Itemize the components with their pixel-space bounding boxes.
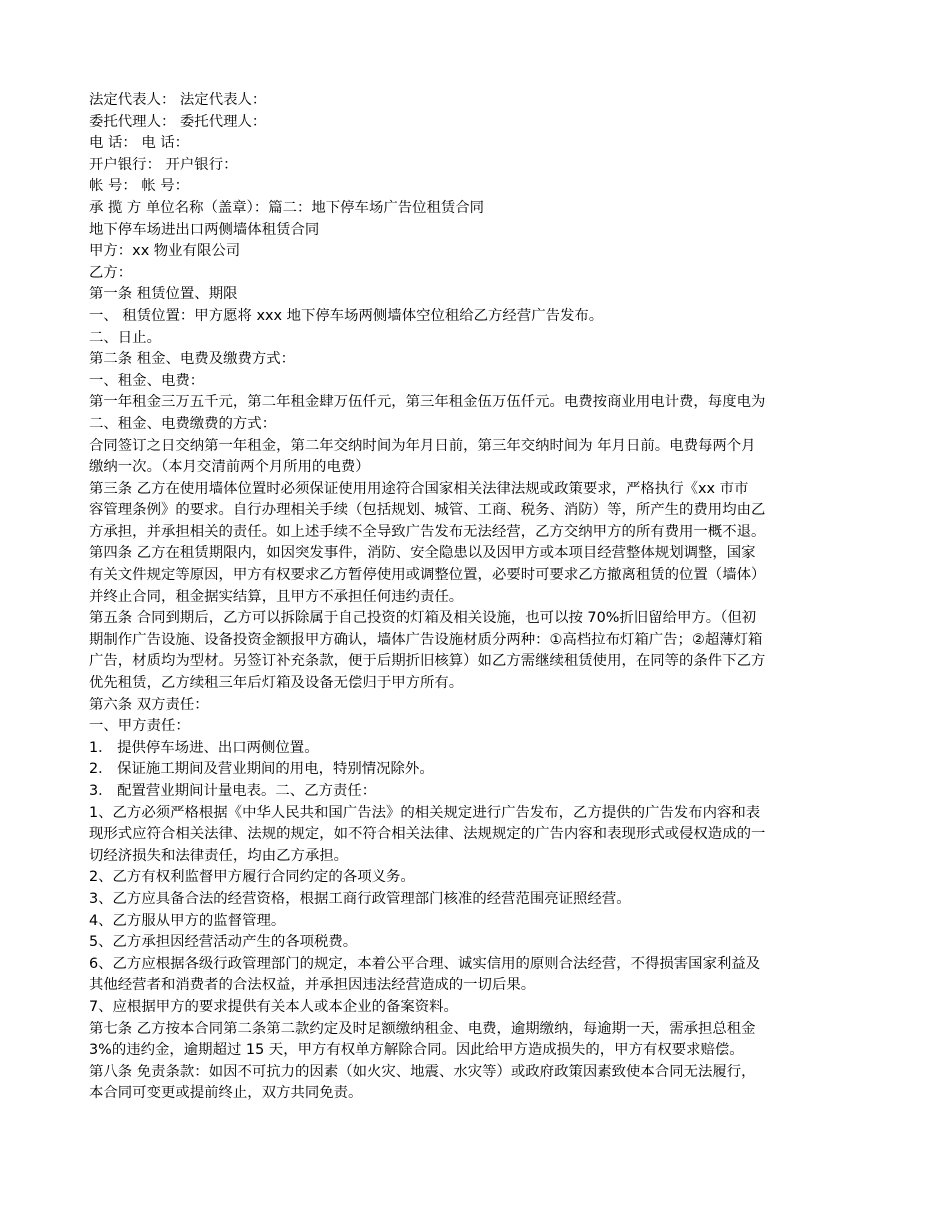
text-line: 电 话： 电 话： (89, 135, 190, 152)
text-line: 第四条 乙方在租赁期限内，如因突发事件，消防、安全隐患以及因甲方或本项目经营整体规划调整，国家 (89, 545, 756, 562)
text-line: 一、租金、电费： (89, 372, 205, 389)
text-line: 委托代理人： 委托代理人： (89, 113, 267, 130)
text-line: 2、乙方有权利监督甲方履行合同约定的各项义务。 (89, 869, 415, 886)
text-line: 并终止合同，租金据实结算，且甲方不承担任何违约责任。 (89, 588, 464, 605)
text-line: 地下停车场进出口两侧墙体租赁合同 (89, 221, 320, 238)
text-line: 第一年租金三万五千元，第二年租金肆万伍仟元，第三年租金伍万伍仟元。电费按商业用电计费，每度电为 (89, 394, 766, 411)
text-line: 法定代表人： 法定代表人： (89, 92, 267, 108)
text-line: 第六条 双方责任： (89, 696, 209, 713)
text-line: 甲方：xx 物业有限公司 (89, 243, 241, 260)
text-line: 二、租金、电费缴费的方式： (89, 415, 277, 432)
text-line: 有关文件规定等原因，甲方有权要求乙方暂停使用或调整位置，必要时可要求乙方撤离租赁的位置（墙体） (89, 567, 766, 584)
text-line: 缴纳一次。（本月交清前两个月所用的电费） (89, 459, 370, 476)
text-line: 优先租赁，乙方续租三年后灯箱及设备无偿归于甲方所有。 (89, 675, 464, 692)
text-line: 2． 保证施工期间及营业期间的用电，特别情况除外。 (89, 761, 434, 778)
text-line: 第二条 租金、电费及缴费方式： (89, 351, 296, 368)
text-line: 方承担，并承担相关的责任。如上述手续不全导致广告发布无法经营，乙方交纳甲方的所有费用一概不退。 (89, 523, 766, 540)
text-line: 3%的违约金，逾期超过 15 天，甲方有权单方解除合同。因此给甲方造成损失的，甲方有权要求赔偿。 (89, 1042, 744, 1059)
text-line: 乙方： (89, 264, 133, 281)
text-line: 1、乙方必须严格根据《中华人民共和国广告法》的相关规定进行广告发布，乙方提供的广告发布内容和表 (89, 804, 761, 821)
text-line: 第一条 租赁位置、期限 (89, 286, 238, 303)
contract-text (89, 90, 865, 1105)
text-line: 1． 提供停车场进、出口两侧位置。 (89, 739, 319, 756)
text-line: 合同签订之日交纳第一年租金，第二年交纳时间为年月日前，第三年交纳时间为 年月日前。电费每两个月 (89, 437, 756, 454)
text-line: 一、甲方责任： (89, 718, 190, 735)
text-line: 4、乙方服从甲方的监督管理。 (89, 912, 286, 929)
text-line: 帐 号： 帐 号： (89, 178, 190, 195)
text-line: 第八条 免责条款：如因不可抗力的因素（如火灾、地震、水灾等）或政府政策因素致使本合同无法履行， (89, 1063, 756, 1080)
text-line: 承 揽 方 单位名称（盖章）：篇二：地下停车场广告位租赁合同 (89, 199, 485, 216)
text-line: 现形式应符合相关法律、法规的规定，如不符合相关法律、法规规定的广告内容和表现形式或侵权造成的一 (89, 826, 766, 843)
text-line: 6、乙方应根据各级行政管理部门的规定，本着公平合理、诚实信用的原则合法经营，不得损害国家利益及 (89, 955, 761, 972)
text-line: 5、乙方承担因经营活动产生的各项税费。 (89, 934, 358, 951)
text-line: 切经济损失和法律责任，均由乙方承担。 (89, 847, 349, 864)
text-line: 期制作广告设施、设备投资金额报甲方确认，墙体广告设施材质分两种：①高档拉布灯箱广告；②超薄灯箱 (89, 631, 763, 648)
text-line: 二、日止。 (89, 329, 161, 346)
text-line: 一、 租赁位置：甲方愿将 xxx 地下停车场两侧墙体空位租给乙方经营广告发布。 (89, 307, 604, 324)
text-line: 3、乙方应具备合法的经营资格，根据工商行政管理部门核准的经营范围亮证照经营。 (89, 890, 631, 907)
text-line: 第三条 乙方在使用墙体位置时必须保证使用用途符合国家相关法律法规或政策要求，严格执行《xx 市市 (89, 480, 749, 497)
text-line: 7、应根据甲方的要求提供有关本人或本企业的备案资料。 (89, 998, 458, 1015)
text-line: 第七条 乙方按本合同第二条第二款约定及时足额缴纳租金、电费，逾期缴纳，每逾期一天，需承担总租金 (89, 1020, 756, 1037)
text-line: 广告，材质均为型材。另签订补充条款，便于后期折旧核算）如乙方需继续租赁使用，在同等的条件下乙方 (89, 653, 766, 670)
text-line: 3． 配置营业期间计量电表。二、乙方责任： (89, 783, 377, 799)
text-line: 第五条 合同到期后，乙方可以拆除属于自己投资的灯箱及相关设施，也可以按 70%折旧留给甲方。（但初 (89, 610, 757, 627)
text-line: 开户银行： 开户银行： (89, 156, 238, 173)
text-line: 本合同可变更或提前终止，双方共同免责。 (89, 1085, 363, 1102)
text-line: 容管理条例》的要求。自行办理相关手续（包括规划、城管、工商、税务、消防）等，所产生的费用均由乙 (89, 502, 766, 519)
text-line: 其他经营者和消费者的合法权益，并承担因违法经营造成的一切后果。 (89, 977, 536, 994)
